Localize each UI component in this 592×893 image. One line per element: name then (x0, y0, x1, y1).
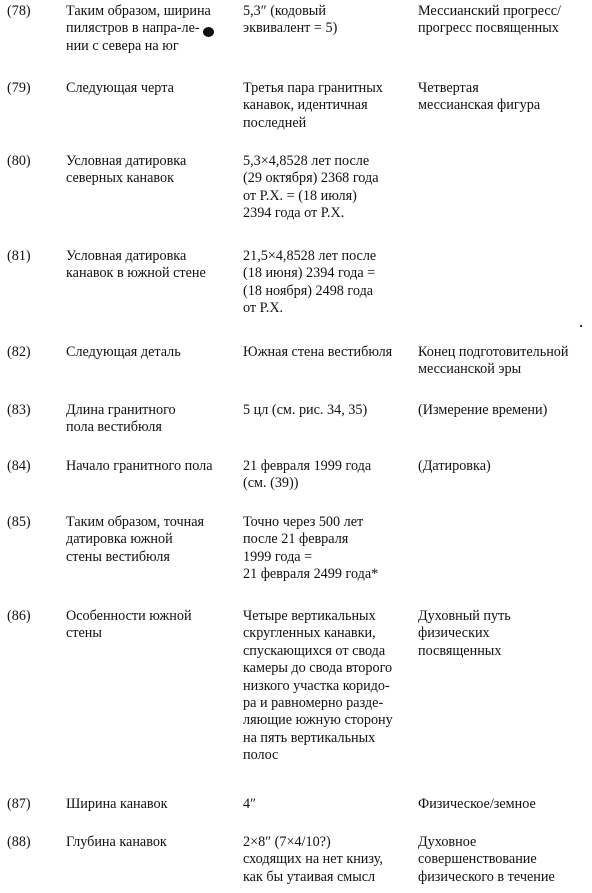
feature-cell: Условная датировка северных канавок (66, 153, 187, 187)
entry-number: (82) (7, 344, 31, 360)
entry-number: (78) (7, 3, 31, 19)
entry-number: (83) (7, 402, 31, 418)
feature-cell: Длина гранитного пола вестибюля (66, 402, 176, 436)
entry-number: (80) (7, 153, 31, 169)
meaning-cell: (Датировка) (418, 458, 491, 474)
measurement-cell: 5,3×4,8528 лет после (29 октября) 2368 года от Р.Х. = (18 июля) 2394 года от Р.Х. (243, 153, 379, 222)
entry-number: (88) (7, 834, 31, 850)
scan-speck-mark (580, 325, 582, 327)
measurement-cell: 21 февраля 1999 года (см. (39)) (243, 458, 372, 492)
measurement-cell: Четыре вертикальных скругленных канавки, спускающихся от свода камеры до свода второго низкого участка коридо- ра и равномерно разде- ляющие южную сторону на пять вертикальных полос (243, 608, 393, 764)
feature-cell: Таким образом, ширина пилястров в напра‑ле- нии с севера на юг (66, 3, 211, 54)
ink-blot-mark (203, 27, 214, 37)
measurement-cell: 4″ (243, 796, 257, 812)
feature-cell: Глубина канавок (66, 834, 167, 850)
meaning-cell: Физическое/земное (418, 796, 536, 812)
measurement-cell: 2×8″ (7×4/10?) сходящих на нет книзу, как бы утаивая смысл (243, 834, 383, 885)
measurement-cell: 5 цл (см. рис. 34, 35) (243, 402, 368, 418)
meaning-cell: Духовный путь физических посвященных (418, 608, 511, 659)
measurement-cell: Южная стена вестибюля (243, 344, 393, 360)
entry-number: (81) (7, 248, 31, 264)
measurement-cell: 21,5×4,8528 лет после (18 июня) 2394 года = (18 ноября) 2498 года от Р.Х. (243, 248, 377, 317)
entry-number: (84) (7, 458, 31, 474)
feature-cell: Ширина канавок (66, 796, 168, 812)
entry-number: (86) (7, 608, 31, 624)
meaning-cell: Мессианский прогресс/ прогресс посвященных (418, 3, 561, 37)
feature-cell: Условная датировка канавок в южной стене (66, 248, 206, 282)
entry-number: (87) (7, 796, 31, 812)
meaning-cell: Конец подготовительной мессианской эры (418, 344, 569, 378)
meaning-cell: (Измерение времени) (418, 402, 548, 418)
measurement-cell: Третья пара гранитных канавок, идентичная последней (243, 80, 383, 131)
feature-cell: Следующая деталь (66, 344, 181, 360)
entry-number: (79) (7, 80, 31, 96)
measurement-cell: Точно через 500 лет после 21 февраля 1999 года = 21 февраля 2499 года* (243, 514, 379, 583)
meaning-cell: Четвертая мессианская фигура (418, 80, 541, 114)
feature-cell: Особенности южной стены (66, 608, 192, 642)
measurement-cell: 5,3″ (кодовый эквивалент = 5) (243, 3, 338, 37)
feature-cell: Начало гранитного пола (66, 458, 213, 474)
feature-cell: Следующая черта (66, 80, 174, 96)
meaning-cell: Духовное совершенствование физического в течение (418, 834, 555, 885)
feature-cell: Таким образом, точная датировка южной стены вестибюля (66, 514, 205, 565)
entry-number: (85) (7, 514, 31, 530)
